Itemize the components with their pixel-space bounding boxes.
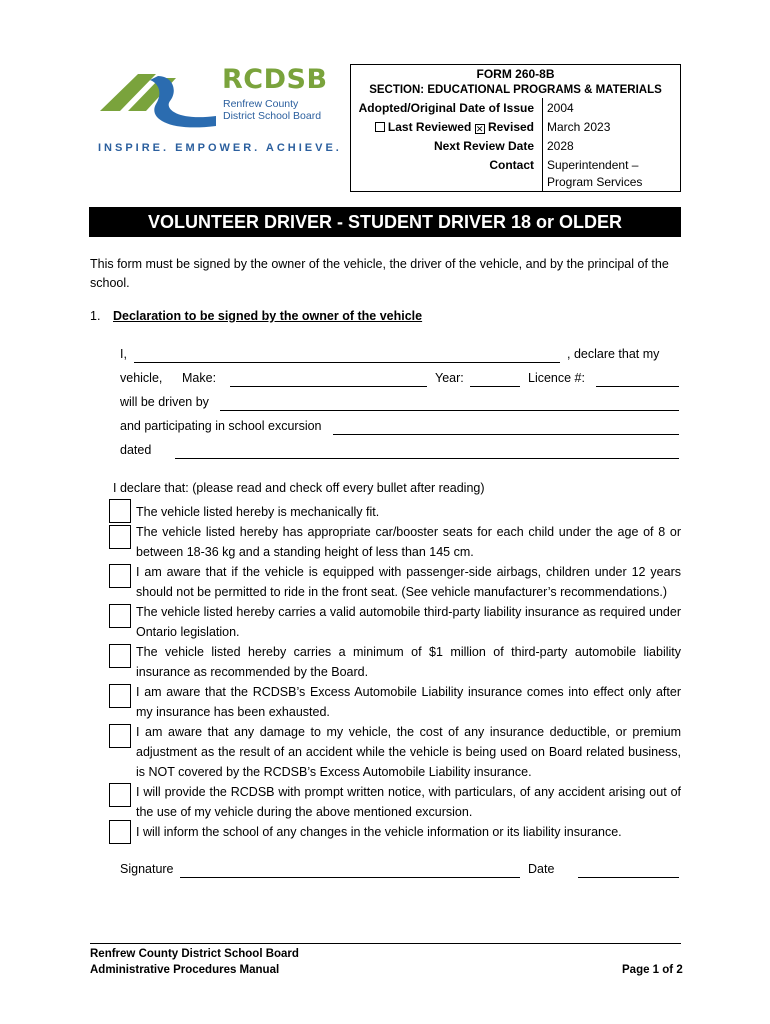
bullet-checkbox-6[interactable] bbox=[109, 684, 131, 708]
form-title: VOLUNTEER DRIVER - STUDENT DRIVER 18 or OLDER bbox=[89, 207, 681, 237]
info-row-reviewed bbox=[351, 118, 680, 137]
i-label: I, bbox=[120, 347, 127, 361]
bullet-text-6: I am aware that the RCDSB’s Excess Automobile Liability insurance comes into effect only after my insurance has been exhausted. bbox=[136, 685, 681, 719]
footer-board: Renfrew County District School Board bbox=[90, 948, 299, 960]
info-row-issue bbox=[351, 99, 680, 118]
bullet-checkbox-7[interactable] bbox=[109, 724, 131, 748]
date-field[interactable] bbox=[578, 877, 679, 878]
declare-label: , declare that my bbox=[567, 347, 660, 361]
next-review-value: 2028 bbox=[547, 139, 574, 153]
bullet-checkbox-2[interactable] bbox=[109, 525, 131, 549]
page-number: Page 1 of 2 bbox=[622, 964, 683, 976]
logo-tagline: INSPIRE. EMPOWER. ACHIEVE. bbox=[98, 142, 342, 154]
signature-label: Signature bbox=[120, 862, 174, 876]
bullet-text-4: The vehicle listed hereby carries a valid automobile third-party liability insurance as required under Ontario legislation. bbox=[136, 605, 681, 639]
declare-intro: I declare that: (please read and check off every bullet after reading) bbox=[113, 481, 485, 495]
form-section: SECTION: EDUCATIONAL PROGRAMS & MATERIALS bbox=[351, 81, 680, 100]
logo-subtitle-1: Renfrew County bbox=[223, 98, 299, 110]
info-row-next-review bbox=[351, 137, 680, 156]
footer-divider bbox=[90, 943, 681, 944]
issue-value: 2004 bbox=[547, 101, 574, 115]
bullet-checkbox-1[interactable] bbox=[109, 499, 131, 523]
issue-label: Adopted/Original Date of Issue bbox=[358, 101, 534, 115]
contact-value: Superintendent – bbox=[547, 158, 639, 172]
make-label: Make: bbox=[182, 371, 217, 385]
excursion-field[interactable] bbox=[333, 434, 679, 435]
reviewed-value: March 2023 bbox=[547, 120, 611, 134]
contact-label: Contact bbox=[489, 158, 534, 172]
contact-value-2: Program Services bbox=[547, 175, 643, 189]
section-number: 1. bbox=[90, 309, 101, 323]
revised-label: Revised bbox=[487, 120, 534, 134]
bullet-text-8: I will provide the RCDSB with prompt written notice, with particulars, of any accident arising out of the use of my vehicle during the above mentioned excursion. bbox=[136, 785, 681, 819]
bullet-text-7: I am aware that any damage to my vehicle, the cost of any insurance deductible, or premium adjustment as the result of an accident while the vehicle is being used on Board related business, is NOT covered by the RCDSB’s Excess Automobile Liability insurance. bbox=[136, 725, 681, 779]
section-heading: Declaration to be signed by the owner of the vehicle bbox=[113, 309, 423, 323]
bullet-text-5: The vehicle listed hereby carries a minimum of $1 million of third-party automobile liability insurance as recommended by the Board. bbox=[136, 645, 681, 679]
next-review-label: Next Review Date bbox=[433, 139, 534, 153]
revised-checkbox-checked[interactable]: ✕ bbox=[475, 124, 484, 134]
licence-field[interactable] bbox=[596, 386, 679, 387]
form-info-table bbox=[350, 64, 681, 192]
bullet-text-9: I will inform the school of any changes in the vehicle information or its liability insurance. bbox=[136, 825, 622, 839]
last-reviewed-label: Last Reviewed bbox=[387, 120, 472, 134]
owner-name-field[interactable] bbox=[134, 362, 560, 363]
vehicle-label: vehicle, bbox=[120, 371, 163, 385]
bullet-text-2: The vehicle listed hereby has appropriate car/booster seats for each child under the age of 8 or between 18-36 kg and a standing height of less than 145 cm. bbox=[136, 525, 681, 559]
excursion-label: and participating in school excursion bbox=[120, 419, 322, 433]
footer-manual: Administrative Procedures Manual bbox=[90, 964, 280, 976]
date-label: Date bbox=[528, 862, 555, 876]
dated-field[interactable] bbox=[175, 458, 679, 459]
logo-subtitle-2: District School Board bbox=[223, 110, 322, 122]
licence-label: Licence #: bbox=[528, 371, 585, 385]
make-field[interactable] bbox=[230, 386, 427, 387]
logo-name: RCDSB bbox=[222, 64, 328, 95]
form-number: FORM 260-8B bbox=[351, 65, 680, 84]
bullet-checkbox-4[interactable] bbox=[109, 604, 131, 628]
bullet-checkbox-3[interactable] bbox=[109, 564, 131, 588]
bullet-checkbox-9[interactable] bbox=[109, 820, 131, 844]
dated-label: dated bbox=[120, 443, 152, 457]
year-label: Year: bbox=[435, 371, 464, 385]
driver-name-field[interactable] bbox=[220, 410, 679, 411]
bullet-text-1: The vehicle listed hereby is mechanically fit. bbox=[136, 505, 380, 519]
bullet-checkbox-8[interactable] bbox=[109, 783, 131, 807]
last-reviewed-checkbox[interactable] bbox=[375, 122, 385, 132]
bullet-text-3: I am aware that if the vehicle is equipped with passenger-side airbags, children under 12 years should not be permitted to ride in the front seat. (See vehicle manufacturer’s recommendations.) bbox=[136, 565, 681, 599]
year-field[interactable] bbox=[470, 386, 520, 387]
signature-field[interactable] bbox=[180, 877, 520, 878]
intro-text: This form must be signed by the owner of the vehicle, the driver of the vehicle, and by the principal of the school. bbox=[90, 257, 669, 290]
driven-by-label: will be driven by bbox=[120, 395, 209, 409]
logo-mark-icon bbox=[98, 66, 223, 128]
logo bbox=[98, 64, 342, 159]
bullet-checkbox-5[interactable] bbox=[109, 644, 131, 668]
